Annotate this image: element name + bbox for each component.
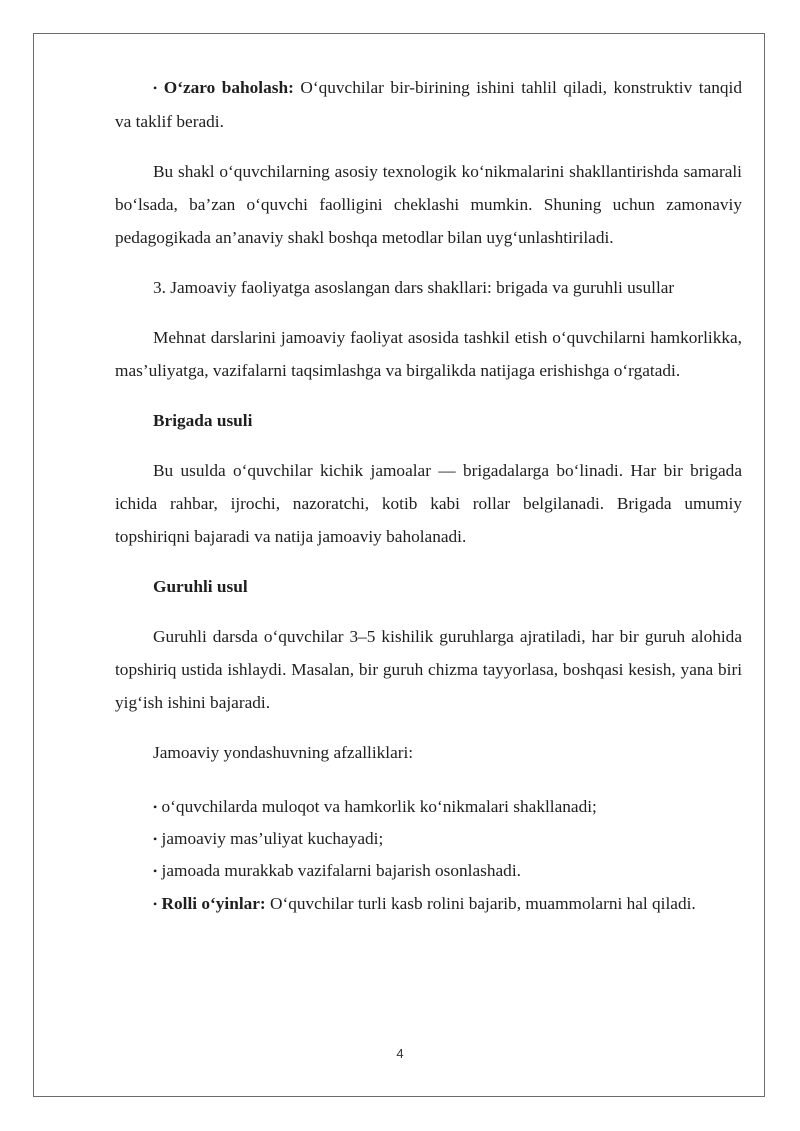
guruhli-heading: Guruhli usul	[153, 577, 248, 596]
page-body	[115, 71, 742, 921]
afzalliklar-list	[115, 791, 742, 887]
bullet-icon: •	[153, 832, 158, 846]
bullet-icon: •	[153, 864, 158, 878]
rolli-oyinlar-label: Rolli o‘yinlar:	[161, 894, 266, 913]
ozaro-baholash-label: O‘zaro baholash:	[163, 78, 294, 97]
ozaro-baholash-text: O‘quvchilar bir-birining ishini tahlil qiladi, konstruktiv tanqid va taklif beradi.	[115, 78, 742, 131]
list-item: • o‘quvchilarda muloqot va hamkorlik ko‘nikmalari shakllanadi;	[153, 797, 597, 816]
bullet-icon: •	[153, 81, 158, 95]
rolli-oyinlar-text: O‘quvchilar turli kasb rolini bajarib, muammolarni hal qiladi.	[265, 894, 696, 913]
afzalliklar-intro: Jamoaviy yondashuvning afzalliklari:	[153, 743, 414, 762]
section-3-heading: 3. Jamoaviy faoliyatga asoslangan dars shakllari: brigada va guruhli usullar	[153, 278, 675, 297]
paragraph-3: Bu usulda o‘quvchilar kichik jamoalar — brigadalarga bo‘linadi. Har bir brigada ichida rahbar, ijrochi, nazoratchi, kotib kabi rollar belgilanadi. Brigada umumiy topshiriqni bajaradi va natija jamoaviy baholanadi.	[115, 461, 742, 546]
paragraph-2: Mehnat darslarini jamoaviy faoliyat asosida tashkil etish o‘quvchilarni hamkorlikka, mas’uliyatga, vazifalarni taqsimlashga va birgalikda natijaga erishishga o‘rgatadi.	[115, 328, 742, 380]
ozaro-baholash-paragraph	[115, 71, 742, 138]
list-item: • jamoada murakkab vazifalarni bajarish osonlashadi.	[153, 861, 521, 880]
brigada-heading: Brigada usuli	[153, 411, 253, 430]
rolli-oyinlar-paragraph	[115, 887, 742, 921]
page-number: 4	[396, 1046, 404, 1061]
paragraph-4: Guruhli darsda o‘quvchilar 3–5 kishilik guruhlarga ajratiladi, har bir guruh alohida topshiriq ustida ishlaydi. Masalan, bir guruh chizma tayyorlasa, boshqasi kesish, yana biri yig‘ish ishini bajaradi.	[115, 627, 742, 712]
bullet-icon: •	[153, 897, 158, 911]
bullet-icon: •	[153, 800, 158, 814]
paragraph-1: Bu shakl o‘quvchilarning asosiy texnologik ko‘nikmalarini shakllantirishda samarali bo‘lsada, ba’zan o‘quvchi faolligini cheklashi mumkin. Shuning uchun zamonaviy pedagogikada an’anaviy shakl boshqa metodlar bilan uyg‘unlashtiriladi.	[115, 162, 742, 247]
list-item: • jamoaviy mas’uliyat kuchayadi;	[153, 829, 384, 848]
